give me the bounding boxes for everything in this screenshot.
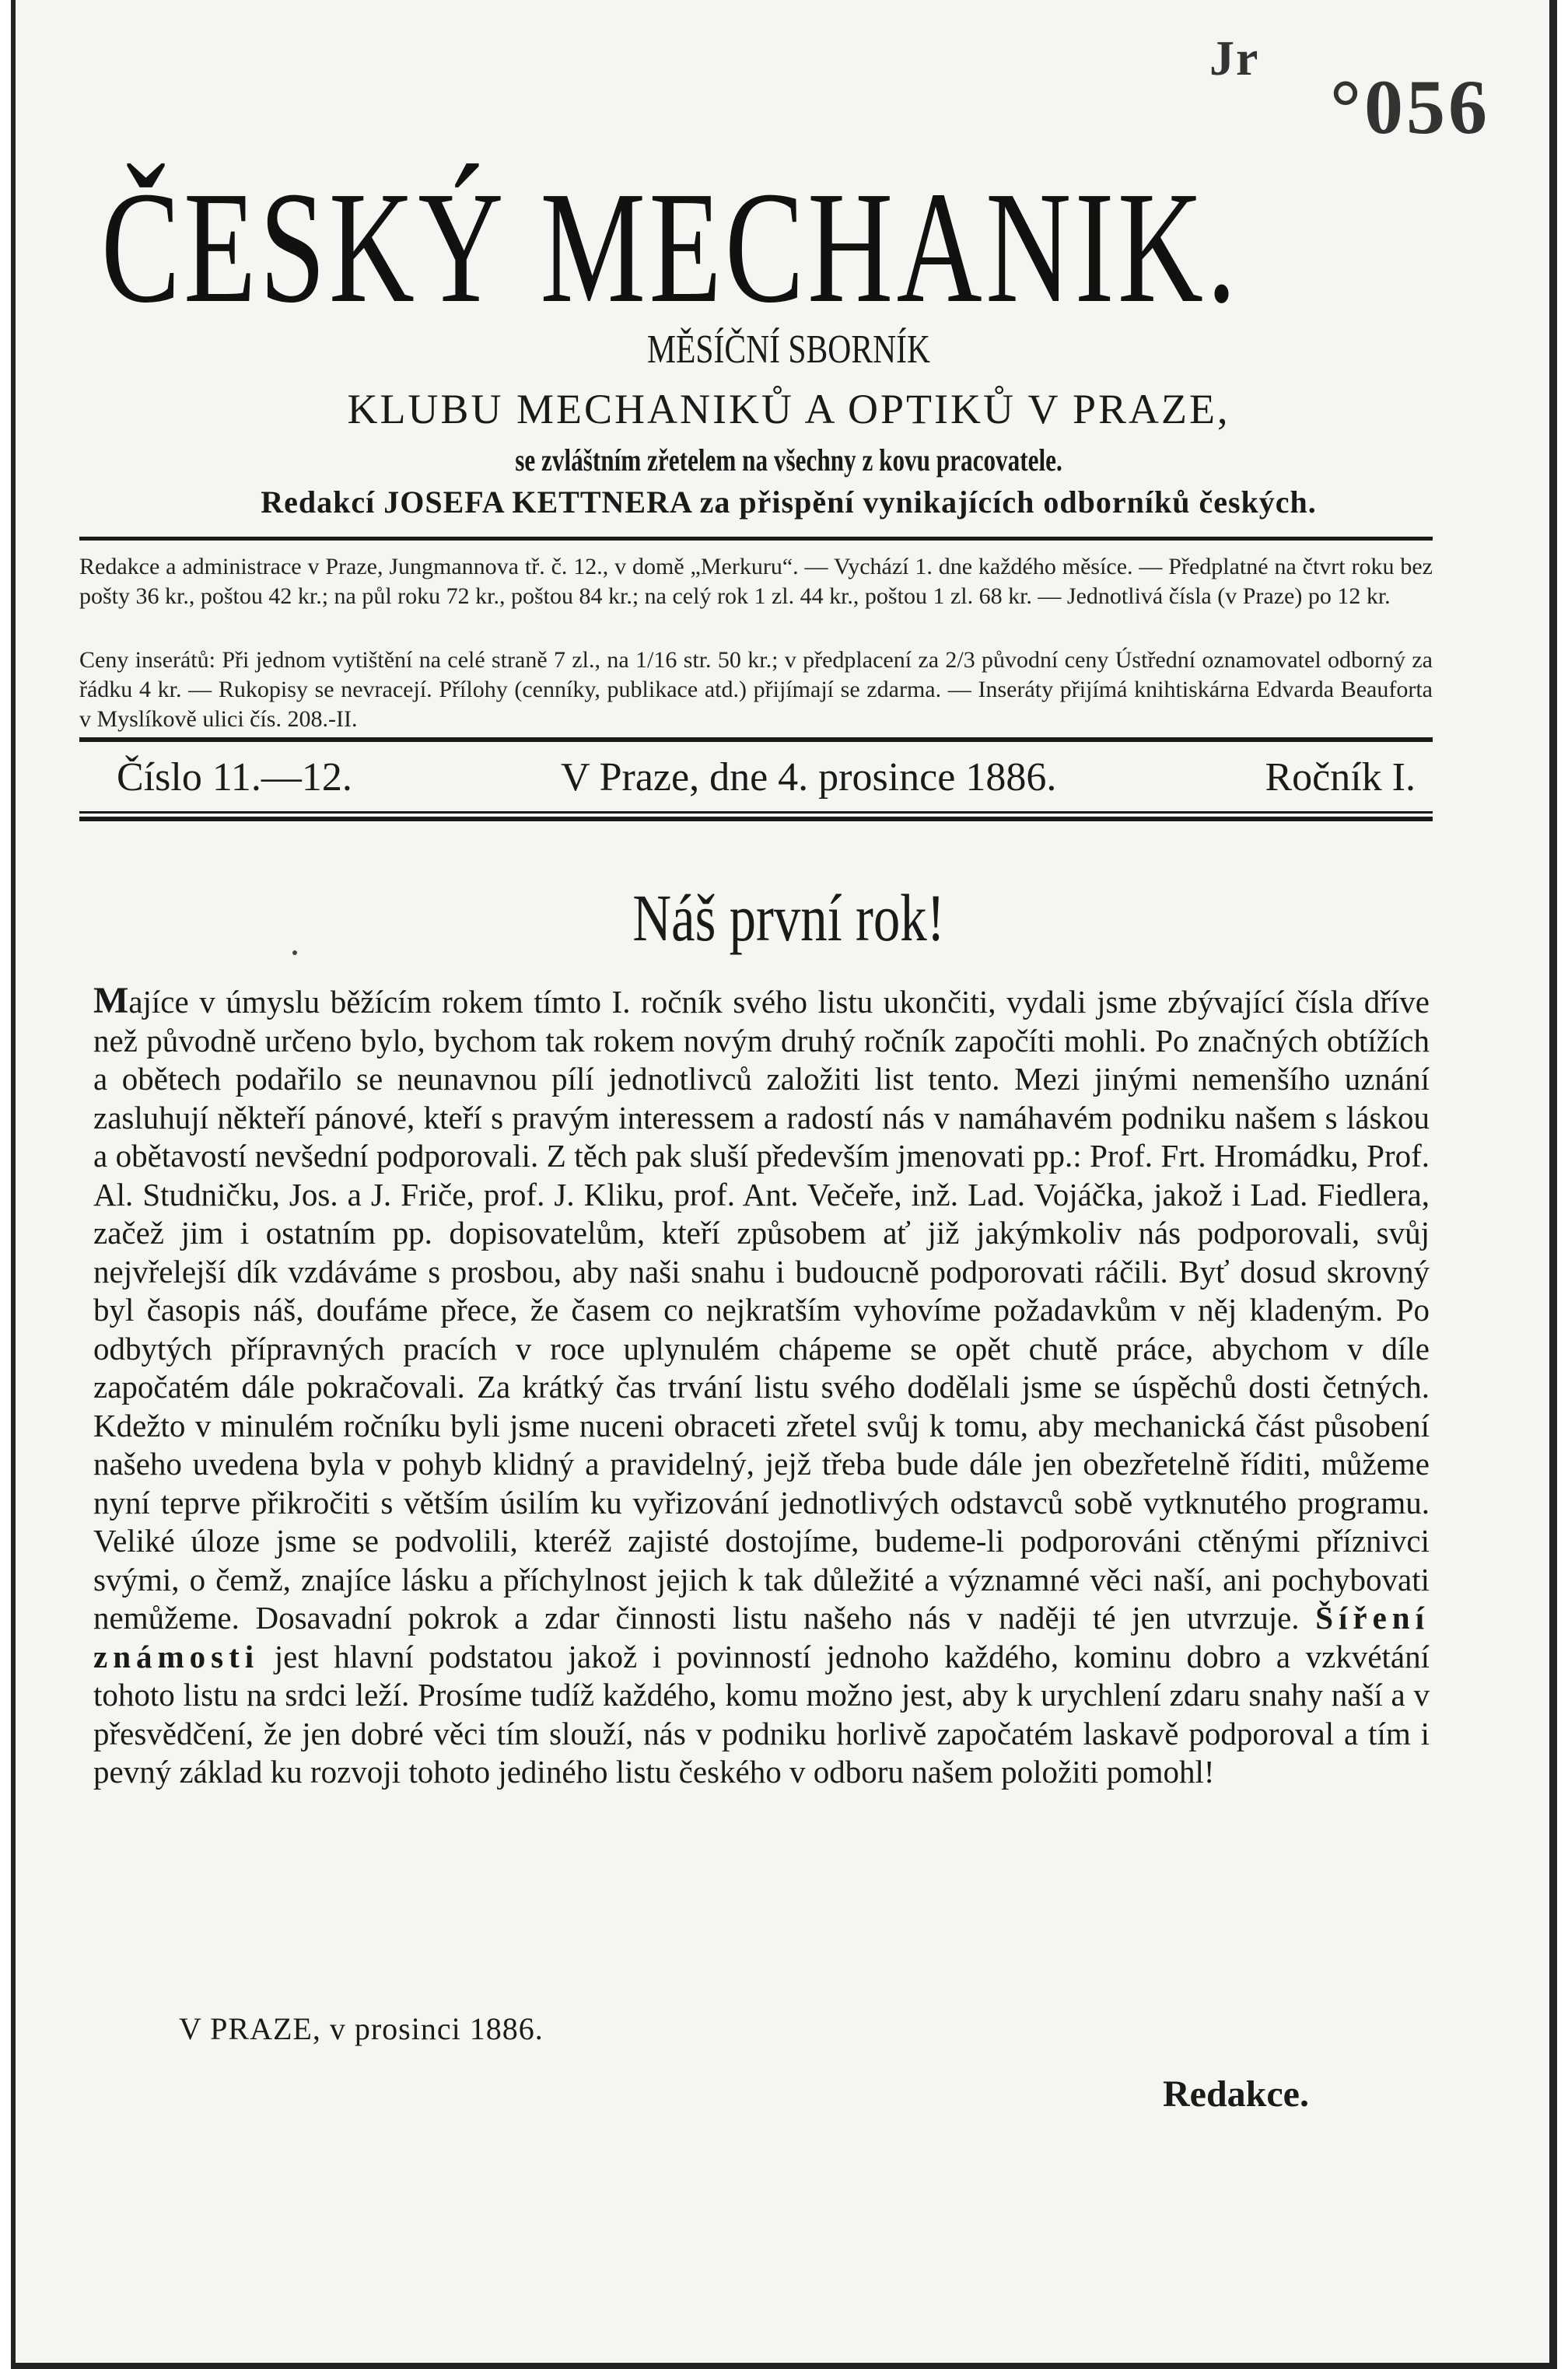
administration-info: Redakce a administrace v Praze, Jungmannova tř. č. 12., v domě „Merkuru“. — Vychází 1. dne každého měsíce. — Předplatné na čtvrt roku bez pošty 36 kr., poštou 42 kr.; na půl roku 72 kr., poštou 84 kr.; na celý rok 1 zl. 44 kr., poštou 1 zl. 68 kr. — Jednotlivá čísla (v Praze) po 12 kr. — [79, 554, 1433, 609]
divider — [79, 817, 1433, 821]
divider — [79, 811, 1433, 814]
masthead-subtitle: MĚSÍČNÍ SBORNÍK — [646, 327, 931, 372]
masthead-club: KLUBU MECHANIKŮ A OPTIKŮ V PRAZE, — [347, 386, 1230, 432]
place-date: V PRAZE, v prosinci 1886. — [179, 2011, 544, 2046]
article-body — [93, 982, 1430, 1792]
masthead-scope: se zvláštním zřetelem na všechny z kovu pracovatele. — [515, 443, 1062, 478]
masthead-title: ČESKÝ MECHANIK. — [101, 158, 1241, 336]
article-body-part1: ajíce v úmyslu běžícím rokem tímto I. ročník svého listu ukončiti, vydali jsme zbývající čísla dříve než původně určeno bylo, bychom tak rokem novým druhý ročník započíti mohli. Po značných obtížích a obětech podařilo se neunavnou pílí jednotlivců založiti list tento. Mezi jinými nemenšího uznání zasluhují někteří pánové, kteří s pravým interessem a radostí nás v namáhavém podniku našem s láskou a obětavostí nevšední podporovali. Z těch pak sluší především jmenovati pp.: Prof. Frt. Hromádku, Prof. Al. Studničku, Jos. a J. Friče, prof. J. Kliku, prof. Ant. Večeře, inž. Lad. Vojáčka, jakož i Lad. Fiedlera, začež jim i ostatním pp. dopisovatelům, kteří způsobem ať již jakýmkoliv nás podporovali, svůj nejvřelejší dík vzdáváme s prosbou, aby naši snahu i budoucně podporovati ráčili. Byť dosud skrovný byl časopis náš, doufáme přece, že časem co nejkratším vyhovíme požadavkům v něj kladeným. Po odbytých přípravných pracích v roce uplynulém chápeme se opět chutě práce, abychom v díle započatém dále pokračovali. Za krátký čas trvání listu svého dodělali jsme se úspěchů dosti četných. Kdežto v minulém ročníku byli jsme nuceni obraceti zřetel svůj k tomu, aby mechanická část působení našeho uvedena byla v pohyb klidný a pravidelný, jejž třeba bude dále jen obezřetelně říditi, můžeme nyní teprve přikročiti s větším úsilím ku vyřizování jednotlivých odstavců sobě vytknutého programu. Veliké úloze jsme se podvolili, kteréž zajisté dostojíme, budeme-li podporováni ctěnými příznivci svými, o čemž, znajíce lásku a příchylnost jejich k tak důležité a významné věci naší, ani pochybovati nemůžeme. Dosavadní pokrok a zdar činnosti listu našeho nás v naději té jen utvrzuje. — [93, 984, 1430, 1636]
divider — [79, 737, 1433, 742]
article-title: Náš první rok! — [632, 880, 945, 955]
divider — [79, 537, 1433, 541]
article-spaced-phrase: Šíření známosti — [93, 1600, 1430, 1674]
ink-speck — [292, 950, 297, 955]
issue-number: Číslo 11.—12. — [117, 755, 352, 800]
archive-mark: Jr — [1209, 30, 1260, 86]
archive-number: °056 — [1330, 64, 1490, 150]
signature: Redakce. — [1163, 2073, 1309, 2115]
newspaper-page — [11, 0, 1557, 2369]
drop-initial: M — [93, 980, 129, 1021]
masthead-editorship: Redakcí JOSEFA KETTNERA za přispění vynikajících odborníků českých. — [261, 485, 1317, 520]
article-body-part2: jest hlavní podstatou jakož i povinností jednoho každého, kominu dobro a vzkvétání tohoto listu na srdci leží. Prosíme tudíž každého, komu možno jest, aby k urychlení zdaru snahy naší a v přesvědčení, že jen dobré věci tím slouží, nás v podniku horlivě započatém laskavě podporoval a tím i pevný základ ku rozvoji tohoto jediného listu českého v odboru našem položiti pomohl! — [93, 1638, 1430, 1790]
advertising-info: Ceny inserátů: Při jednom vytištění na celé straně 7 zl., na 1/16 str. 50 kr.; v předplacení za 2/3 původní ceny Ústřední oznamovatel odborný za řádku 4 kr. — Rukopisy se nevracejí. Přílohy (cenníky, publikace atd.) přijímají se zdarma. — Inseráty přijímá knihtiskárna Edvarda Beauforta v Myslíkově ulici čís. 208.-II. — [79, 647, 1433, 732]
issue-date: V Praze, dne 4. prosince 1886. — [561, 755, 1057, 800]
issue-line — [117, 754, 1416, 800]
issue-volume: Ročník I. — [1265, 755, 1416, 800]
